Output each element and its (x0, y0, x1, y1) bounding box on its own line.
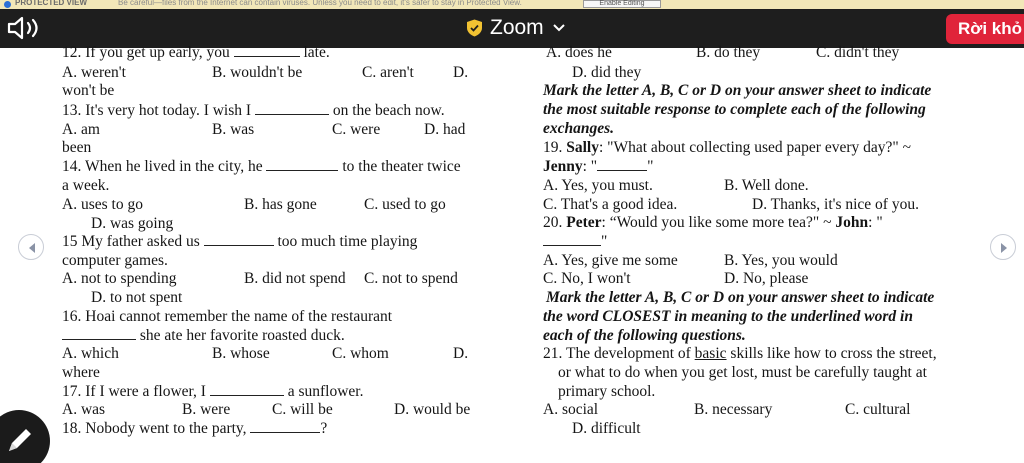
protected-view-message: Be careful—files from the Internet can contain viruses. Unless you need to edit, it's safer to stay in Protected View. (118, 0, 522, 7)
q14-option-c: C. used to go (364, 196, 446, 213)
q20-number: 20. (543, 214, 567, 231)
q17-stem: 17. If I were a flower, I (62, 383, 206, 400)
q13-option-a: A. am (62, 121, 100, 138)
question-16: 16. Hoai cannot remember the name of the restaurant (62, 308, 393, 325)
q12-option-a: A. weren't (62, 64, 126, 81)
q12-option-b: B. wouldn't be (212, 64, 303, 81)
q16-stem-cont (62, 327, 345, 345)
leave-meeting-button[interactable]: Rời khỏ (946, 14, 1024, 44)
question-14 (62, 158, 461, 176)
q12-stem: 12. If you get up early, you (62, 44, 230, 61)
q15-stem: 15 My father asked us (62, 233, 200, 250)
q12-option-d-cont: won't be (62, 82, 115, 99)
q19-speaker-2: Jenny (543, 158, 583, 175)
question-13 (62, 102, 445, 120)
q12-option-d: D. (453, 64, 469, 81)
instruction-1-line-3: exchanges. (543, 120, 615, 137)
q17-option-b: B. were (182, 401, 231, 418)
q21-underlined-word: basic (694, 345, 727, 362)
q21-option-c: C. cultural (845, 401, 911, 418)
q17-stem-end: a sunflower. (287, 383, 364, 400)
instruction-2-line-3: each of the following questions. (543, 327, 746, 344)
q21-option-a: A. social (543, 401, 599, 418)
question-20 (543, 214, 883, 232)
protected-view-bar (0, 0, 1024, 9)
q21-stem-end: skills like how to cross the street, (726, 345, 937, 362)
speaker-icon[interactable] (6, 16, 42, 40)
chevron-left-icon (27, 242, 37, 254)
q13-option-c: C. were (332, 121, 381, 138)
q21-line-3: primary school. (558, 383, 656, 400)
q20-option-c: C. No, I won't (543, 270, 631, 287)
instruction-1-line-2: the most suitable response to complete each of the following (543, 101, 926, 118)
q18-stem-end: ? (320, 420, 328, 437)
q20-option-a: A. Yes, give me some (543, 252, 678, 269)
meeting-top-bar (0, 9, 1024, 48)
q16-option-d: D. (453, 345, 469, 362)
q18-option-d: D. did they (572, 64, 642, 81)
instruction-2-line-1: Mark the letter A, B, C or D on your answer sheet to indicate (546, 289, 935, 306)
q20-option-d: D. No, please (724, 270, 809, 287)
q20-line-1-end: : " (868, 214, 883, 231)
q16-option-a: A. which (62, 345, 119, 362)
q20-blank (543, 233, 601, 246)
q18-option-b: B. do they (696, 44, 761, 61)
q14-option-d: D. was going (91, 215, 174, 232)
q19-blank (597, 158, 647, 171)
q17-blank (210, 383, 284, 396)
q14-blank (266, 158, 338, 171)
instruction-1-line-1: Mark the letter A, B, C or D on your answer sheet to indicate (543, 82, 932, 99)
q15-option-b: B. did not spend (244, 270, 346, 287)
q16-stem-end: she ate her favorite roasted duck. (139, 327, 345, 344)
question-15 (62, 233, 417, 251)
q19-option-c: C. That's a good idea. (543, 196, 678, 213)
q18-stem: 18. Nobody went to the party, (62, 420, 247, 437)
q15-option-d: D. to not spent (91, 289, 183, 306)
instruction-2-line-2: the word CLOSEST in meaning to the underlined word in (543, 308, 913, 325)
q20-response (543, 233, 607, 251)
question-19 (543, 139, 911, 157)
q19-option-a: A. Yes, you must. (543, 177, 653, 194)
question-18 (62, 420, 327, 438)
pencil-icon (4, 424, 36, 456)
q19-option-d: D. Thanks, it's nice of you. (752, 196, 919, 213)
q16-option-d-cont: where (62, 364, 100, 381)
question-17 (62, 383, 364, 401)
q14-option-a: A. uses to go (62, 196, 143, 213)
q16-blank (62, 327, 136, 340)
q21-option-b: B. necessary (694, 401, 773, 418)
q14-stem-end: to the theater twice (342, 158, 461, 175)
q13-stem: 13. It's very hot today. I wish I (62, 102, 252, 119)
q19-option-b: B. Well done. (724, 177, 809, 194)
question-21 (543, 345, 937, 363)
q13-option-b: B. was (212, 121, 255, 138)
q15-option-c: C. not to spend (364, 270, 458, 287)
annotate-button[interactable] (0, 410, 50, 463)
q21-option-d: D. difficult (572, 420, 641, 437)
document-page (0, 44, 1024, 463)
q18-blank (250, 420, 320, 433)
q18-option-a: A. does he (546, 44, 612, 61)
q17-option-a: A. was (62, 401, 106, 418)
q20-speaker-1: Peter (566, 214, 602, 231)
q20-line-1: : “Would you like some more tea?" ~ (601, 214, 836, 231)
q20-line-2-end: " (601, 233, 608, 250)
q21-line-2: or what to do when you get lost, must be carefully taught at (558, 364, 927, 381)
q16-option-c: C. whom (332, 345, 389, 362)
q12-stem-end: late. (303, 44, 330, 61)
shield-icon (466, 19, 483, 37)
previous-page-button[interactable] (18, 234, 44, 260)
q14-stem-cont: a week. (62, 177, 110, 194)
q15-stem-end: too much time playing (277, 233, 418, 250)
q19-speaker-1: Sally (566, 139, 599, 156)
q15-blank (204, 233, 274, 246)
q13-option-d-cont: been (62, 139, 92, 156)
q21-stem: 21. The development of (543, 345, 695, 362)
protected-view-title: PROTECTED VIEW (15, 0, 88, 7)
next-page-button[interactable] (990, 234, 1016, 260)
q17-option-c: C. will be (272, 401, 333, 418)
q16-option-b: B. whose (212, 345, 270, 362)
q12-option-c: C. aren't (362, 64, 414, 81)
info-icon (4, 1, 11, 8)
q14-stem: 14. When he lived in the city, he (62, 158, 263, 175)
q19-response (543, 158, 653, 176)
q20-option-b: B. Yes, you would (724, 252, 838, 269)
q19-line-1: : "What about collecting used paper every day?" ~ (598, 139, 911, 156)
q19-number: 19. (543, 139, 567, 156)
q12-blank (234, 44, 300, 57)
enable-editing-button[interactable]: Enable Editing (583, 0, 661, 8)
zoom-title: Zoom (490, 16, 544, 39)
question-12 (62, 44, 330, 62)
q15-option-a: A. not to spending (62, 270, 177, 287)
q13-blank (255, 102, 329, 115)
q18-option-c: C. didn't they (816, 44, 900, 61)
q14-option-b: B. has gone (244, 196, 317, 213)
q17-option-d: D. would be (394, 401, 471, 418)
q15-stem-cont: computer games. (62, 252, 168, 269)
chevron-right-icon (999, 242, 1009, 254)
chevron-down-icon (553, 23, 565, 33)
q20-speaker-2: John (835, 214, 869, 231)
zoom-view-menu[interactable] (466, 15, 565, 41)
q19-line-2-end: " (647, 158, 654, 175)
q13-option-d: D. had (424, 121, 466, 138)
q19-line-2-start: : " (582, 158, 598, 175)
q13-stem-end: on the beach now. (332, 102, 445, 119)
